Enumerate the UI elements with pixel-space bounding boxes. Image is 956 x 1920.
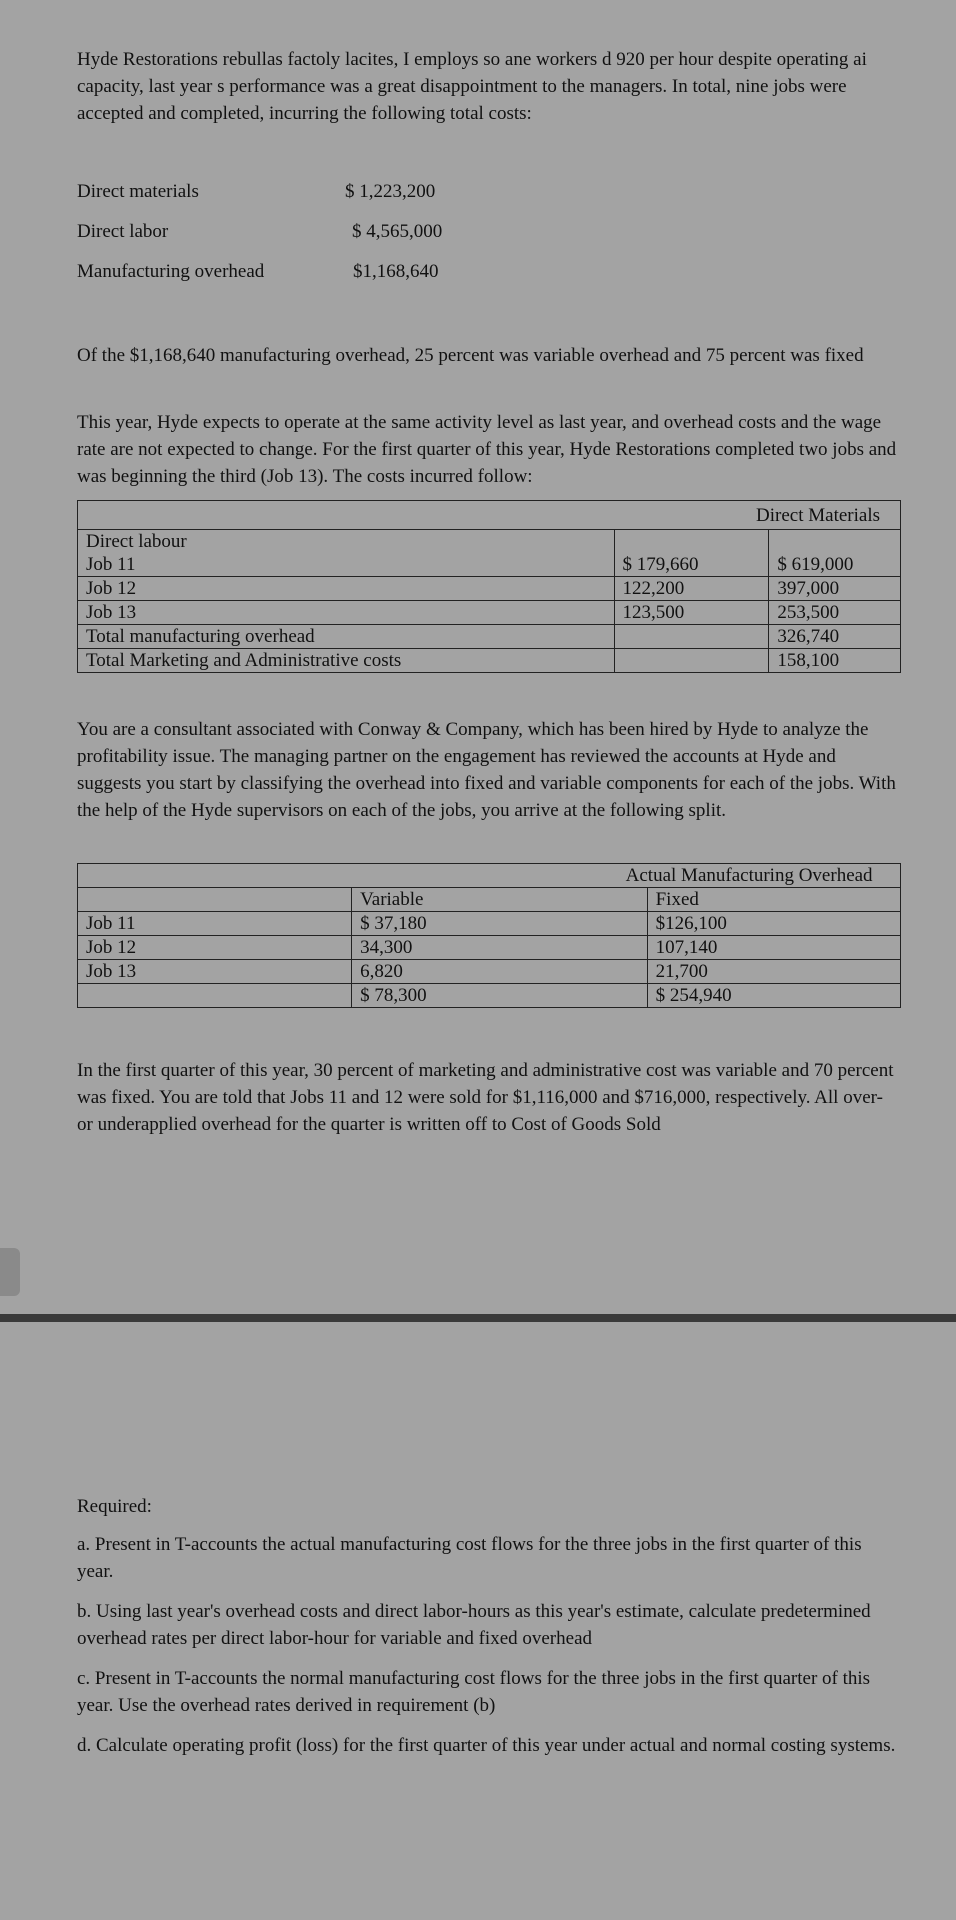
row-label: Total Marketing and Administrative costs — [78, 649, 615, 673]
required-item-a: a. Present in T-accounts the actual manufacturing cost flows for the three jobs in the first quarter of this year. — [77, 1534, 862, 1582]
table-row — [78, 912, 901, 936]
fixed-header: Fixed — [647, 888, 900, 912]
fixed-cell: 21,700 — [647, 960, 900, 984]
cost-value: $ 1,223,200 — [345, 181, 436, 202]
table-row — [78, 936, 901, 960]
row-label: Total manufacturing overhead — [78, 625, 615, 649]
table-subheader-row — [78, 888, 901, 912]
variable-total: $ 78,300 — [352, 984, 647, 1008]
cost-label: Direct labor — [77, 221, 169, 242]
labor-cell — [614, 625, 769, 649]
table-header-row — [78, 501, 901, 530]
materials-cell: 326,740 — [769, 625, 901, 649]
empty-cell — [78, 864, 352, 888]
labor-cell — [614, 649, 769, 673]
labor-cell: 123,500 — [614, 601, 769, 625]
fixed-cell: $126,100 — [647, 912, 900, 936]
row-label: Job 13 — [78, 960, 352, 984]
table-row — [78, 649, 901, 673]
row-label: Job 13 — [78, 601, 615, 625]
table-total-row — [78, 984, 901, 1008]
variable-header: Variable — [352, 888, 647, 912]
row-label: Job 11 — [78, 912, 352, 936]
overhead-title: Actual Manufacturing Overhead — [352, 864, 901, 888]
cost-value: $1,168,640 — [353, 261, 439, 282]
row-label: Job 12 — [78, 936, 352, 960]
cost-label: Direct materials — [77, 181, 199, 202]
required-item-b: b. Using last year's overhead costs and direct labor-hours as this year's estimate, calculate predetermined overhead rates per direct labor-hour for variable and fixed overhead — [77, 1601, 871, 1649]
table-header-row — [78, 864, 901, 888]
consultant-paragraph: You are a consultant associated with Conway & Company, which has been hired by Hyde to analyze the profitability issue. The managing partner on the engagement has reviewed the accounts at Hyde and suggests you start by classifying the overhead into fixed and variable components for each of the jobs. With the help of the Hyde supervisors on each of the jobs, you arrive at the following split. — [77, 719, 896, 821]
materials-cell: 158,100 — [777, 650, 840, 671]
problem-page-bottom — [0, 1322, 956, 1920]
materials-cell: 397,000 — [769, 577, 901, 601]
direct-materials-header: Direct Materials — [78, 501, 901, 530]
costs-table — [77, 500, 901, 673]
labor-cell: $ 179,660 — [614, 553, 769, 577]
labor-cell: 122,200 — [614, 577, 769, 601]
required-item-c: c. Present in T-accounts the normal manufacturing cost flows for the three jobs in the first quarter of this year. Use the overhead rates derived in requirement (b) — [77, 1668, 871, 1716]
variable-cell: $ 37,180 — [352, 912, 647, 936]
row-label — [78, 984, 352, 1008]
page-divider — [0, 1314, 956, 1322]
table-row — [78, 601, 901, 625]
empty-cell — [78, 888, 352, 912]
overhead-note: Of the $1,168,640 manufacturing overhead, 25 percent was variable overhead and 75 percent was fixed — [77, 345, 864, 366]
fixed-cell: 107,140 — [647, 936, 900, 960]
table-row — [78, 577, 901, 601]
empty-cell — [769, 530, 901, 554]
materials-cell: $ 619,000 — [769, 553, 901, 577]
first-quarter-paragraph: In the first quarter of this year, 30 percent of marketing and administrative cost was variable and 70 percent was fixed. You are told that Jobs 11 and 12 were sold for $1,116,000 and $716,000, respectively. All over- or underapplied overhead for the quarter is written off to Cost of Goods Sold — [77, 1060, 894, 1135]
table-row — [78, 530, 901, 554]
variable-cell: 6,820 — [352, 960, 647, 984]
cost-label: Manufacturing overhead — [77, 261, 265, 282]
scroll-handle[interactable] — [0, 1248, 20, 1296]
empty-cell — [614, 530, 769, 554]
overhead-table — [77, 863, 901, 1008]
cost-value: $ 4,565,000 — [352, 221, 443, 242]
row-label: Direct labour — [78, 530, 615, 554]
table-row — [78, 625, 901, 649]
required-item-d: d. Calculate operating profit (loss) for the first quarter of this year under actual and normal costing systems. — [77, 1735, 896, 1756]
intro-paragraph: Hyde Restorations rebullas factoly lacites, I employs so ane workers d 920 per hour despite operating ai capacity, last year s performance was a great disappointment to the managers. In total, nine jobs were accepted and completed, incurring the following total costs: — [77, 49, 867, 124]
required-heading: Required: — [77, 1496, 152, 1517]
fixed-total: $ 254,940 — [647, 984, 900, 1008]
table-row — [78, 553, 901, 577]
table-row — [78, 960, 901, 984]
materials-cell: 253,500 — [769, 601, 901, 625]
row-label: Job 11 — [78, 553, 615, 577]
variable-cell: 34,300 — [352, 936, 647, 960]
this-year-paragraph: This year, Hyde expects to operate at the same activity level as last year, and overhead costs and the wage rate are not expected to change. For the first quarter of this year, Hyde Restorations completed two jobs and was beginning the third (Job 13). The costs incurred follow: — [77, 412, 897, 487]
row-label: Job 12 — [78, 577, 615, 601]
